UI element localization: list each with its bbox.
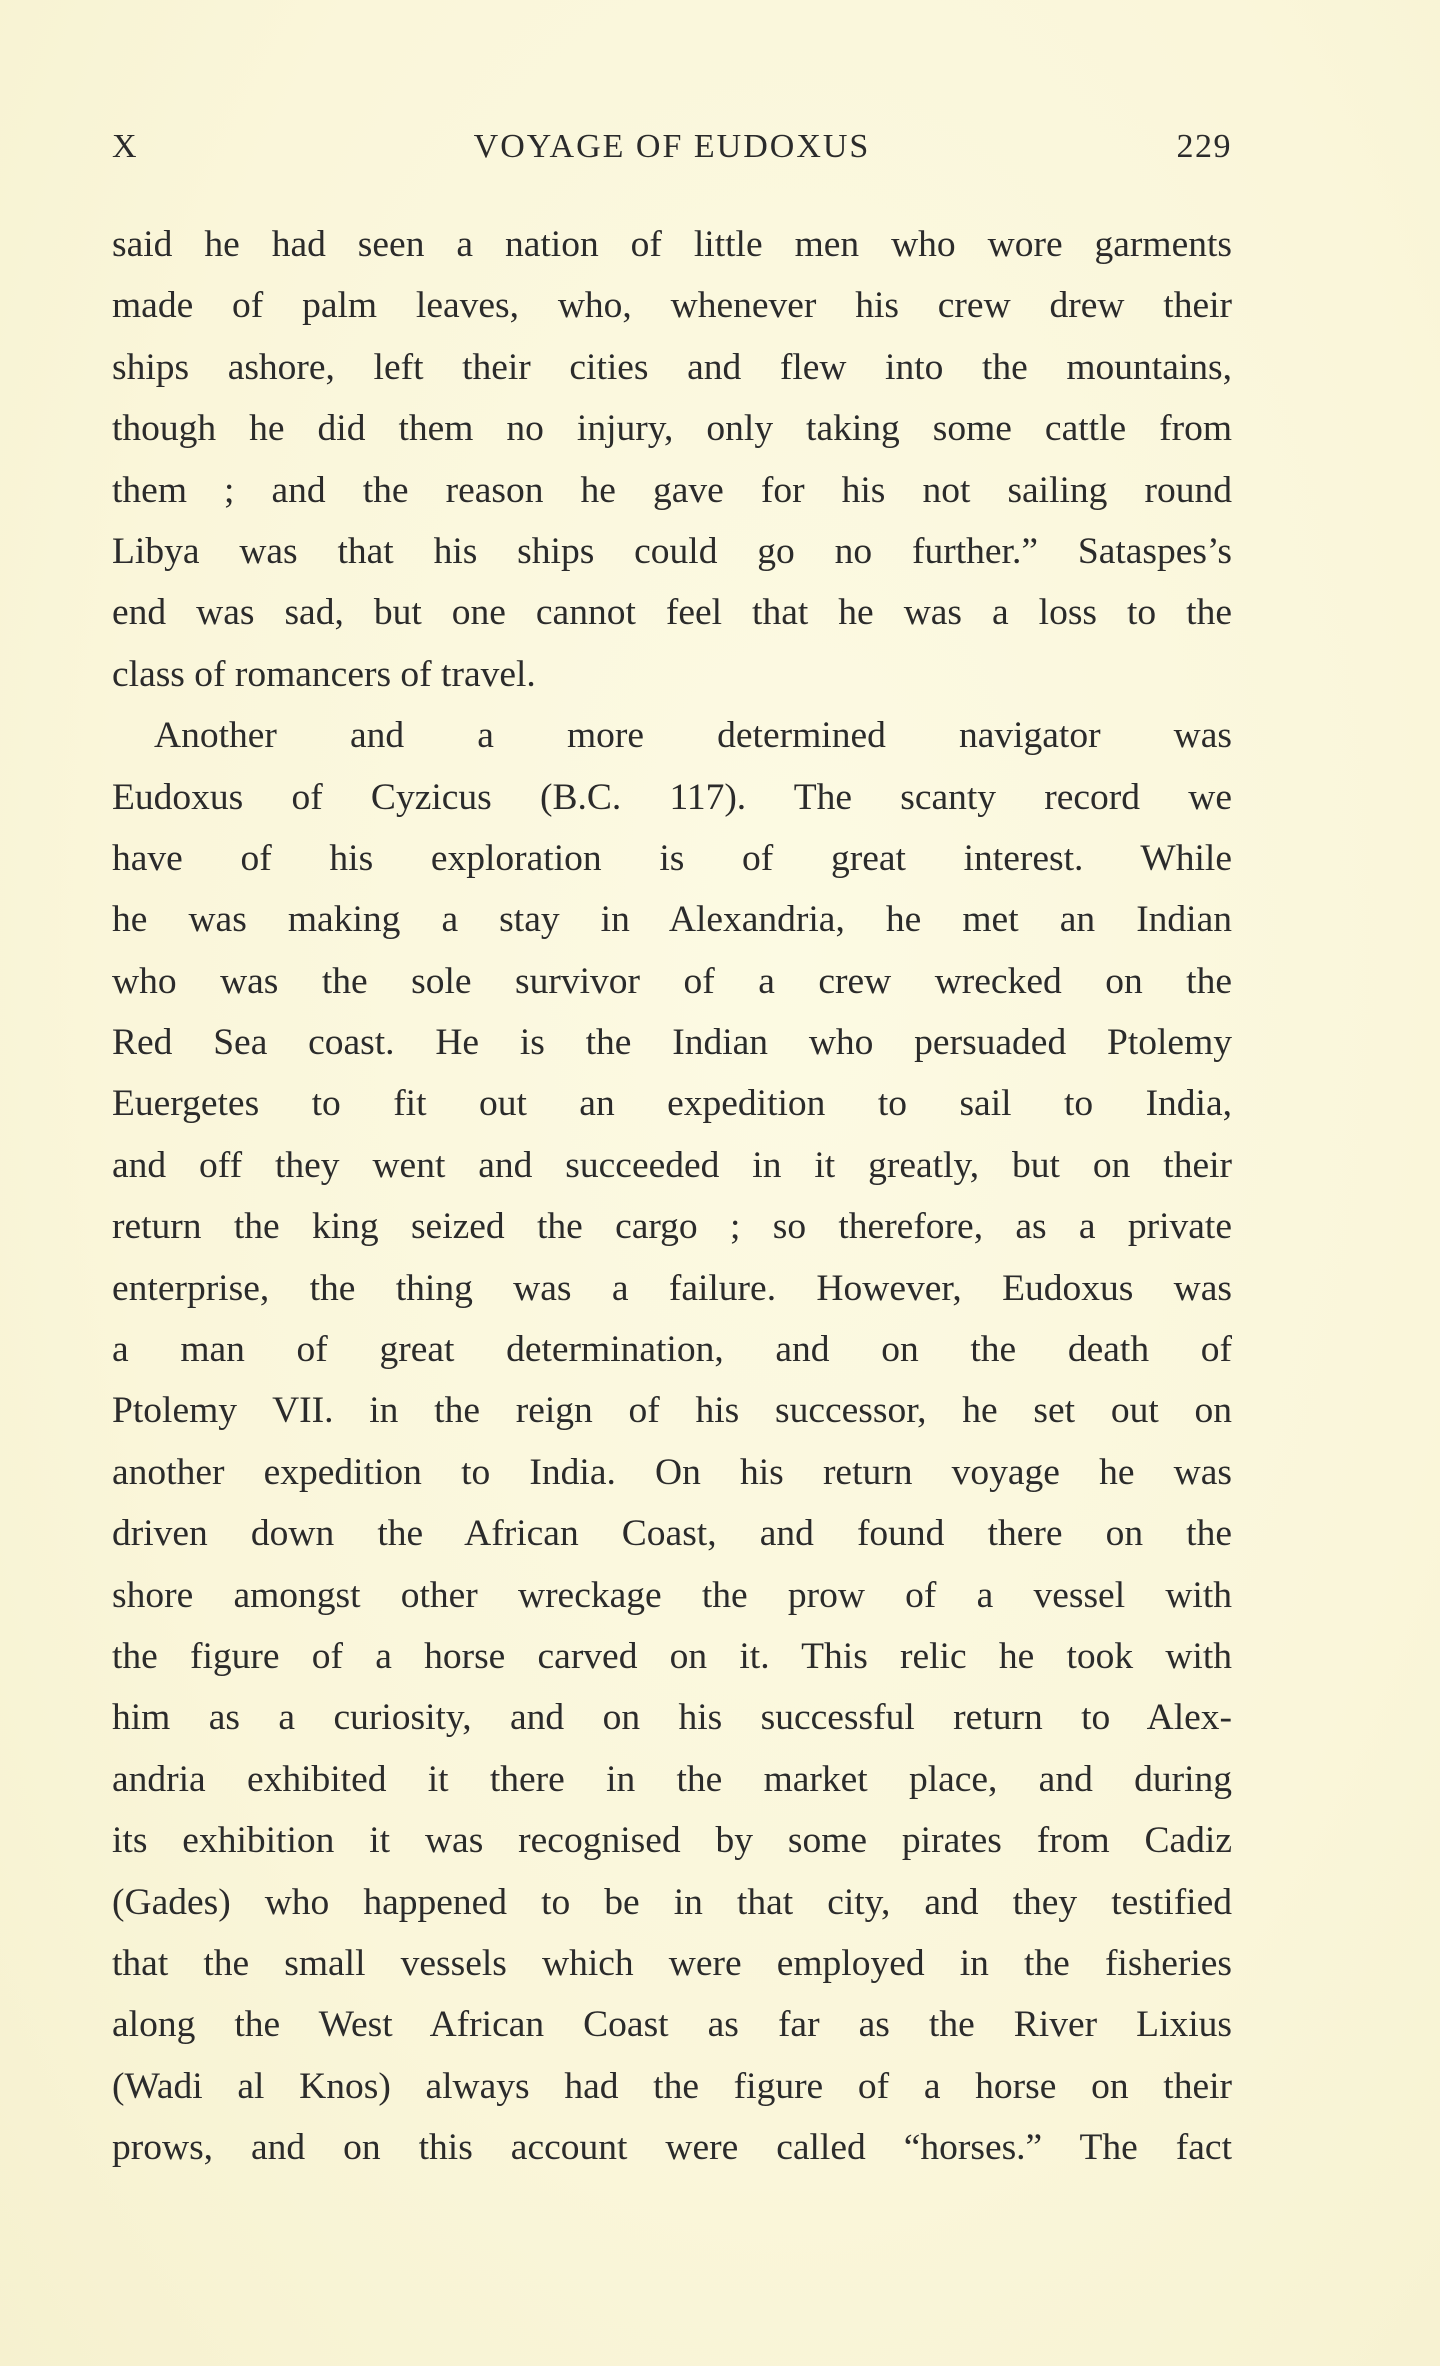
- text-line: Euergetes to fit out an expedition to sail to India,: [112, 1083, 1232, 1125]
- text-line: Libya was that his ships could go no further.” Sataspes’s: [112, 530, 1232, 572]
- text-line: the figure of a horse carved on it. This relic he took with: [112, 1635, 1232, 1677]
- text-line: end was sad, but one cannot feel that he was a loss to the: [112, 592, 1232, 634]
- text-line: him as a curiosity, and on his successful return to Alex-: [112, 1697, 1232, 1739]
- text-line: them ; and the reason he gave for his not sailing round: [112, 469, 1232, 511]
- text-line: said he had seen a nation of little men who wore garments: [112, 224, 1232, 265]
- text-line: its exhibition it was recognised by some pirates from Cadiz: [112, 1820, 1232, 1862]
- text-line: that the small vessels which were employed in the fisheries: [112, 1942, 1232, 1984]
- text-line: (Wadi al Knos) always had the figure of a horse on their: [112, 2065, 1232, 2107]
- text-line: Red Sea coast. He is the Indian who persuaded Ptolemy: [112, 1022, 1232, 1064]
- text-line: enterprise, the thing was a failure. However, Eudoxus was: [112, 1267, 1232, 1309]
- text-line: and off they went and succeeded in it greatly, but on their: [112, 1144, 1232, 1186]
- text-line: have of his exploration is of great interest. While: [112, 837, 1232, 879]
- body-text: [112, 214, 1232, 2179]
- text-line: (Gades) who happened to be in that city, and they testified: [112, 1881, 1232, 1923]
- text-line: a man of great determination, and on the death of: [112, 1329, 1232, 1371]
- text-line: along the West African Coast as far as the River Lixius: [112, 2004, 1232, 2046]
- text-line: he was making a stay in Alexandria, he met an Indian: [112, 899, 1232, 941]
- text-line: ships ashore, left their cities and flew into the mountains,: [112, 346, 1232, 388]
- text-line: another expedition to India. On his return voyage he was: [112, 1451, 1232, 1493]
- page-number: 229: [1176, 128, 1232, 165]
- text-line: Ptolemy VII. in the reign of his successor, he set out on: [112, 1390, 1232, 1432]
- text-line: though he did them no injury, only taking some cattle from: [112, 408, 1232, 450]
- chapter-number: X: [112, 128, 139, 165]
- text-line: Eudoxus of Cyzicus (B.C. 117). The scanty record we: [112, 776, 1232, 818]
- page-header: [112, 128, 1232, 178]
- text-line: Another and a more determined navigator was: [154, 715, 1232, 757]
- text-line: who was the sole survivor of a crew wrecked on the: [112, 960, 1232, 1002]
- text-line: prows, and on this account were called “horses.” The fact: [112, 2127, 1232, 2169]
- text-line: return the king seized the cargo ; so therefore, as a private: [112, 1206, 1232, 1248]
- text-line: driven down the African Coast, and found there on the: [112, 1513, 1232, 1555]
- text-line: class of romancers of travel.: [112, 653, 536, 695]
- text-line: andria exhibited it there in the market place, and during: [112, 1758, 1232, 1800]
- text-line: shore amongst other wreckage the prow of a vessel with: [112, 1574, 1232, 1616]
- text-line: made of palm leaves, who, whenever his crew drew their: [112, 285, 1232, 327]
- running-title: VOYAGE OF EUDOXUS: [473, 128, 871, 165]
